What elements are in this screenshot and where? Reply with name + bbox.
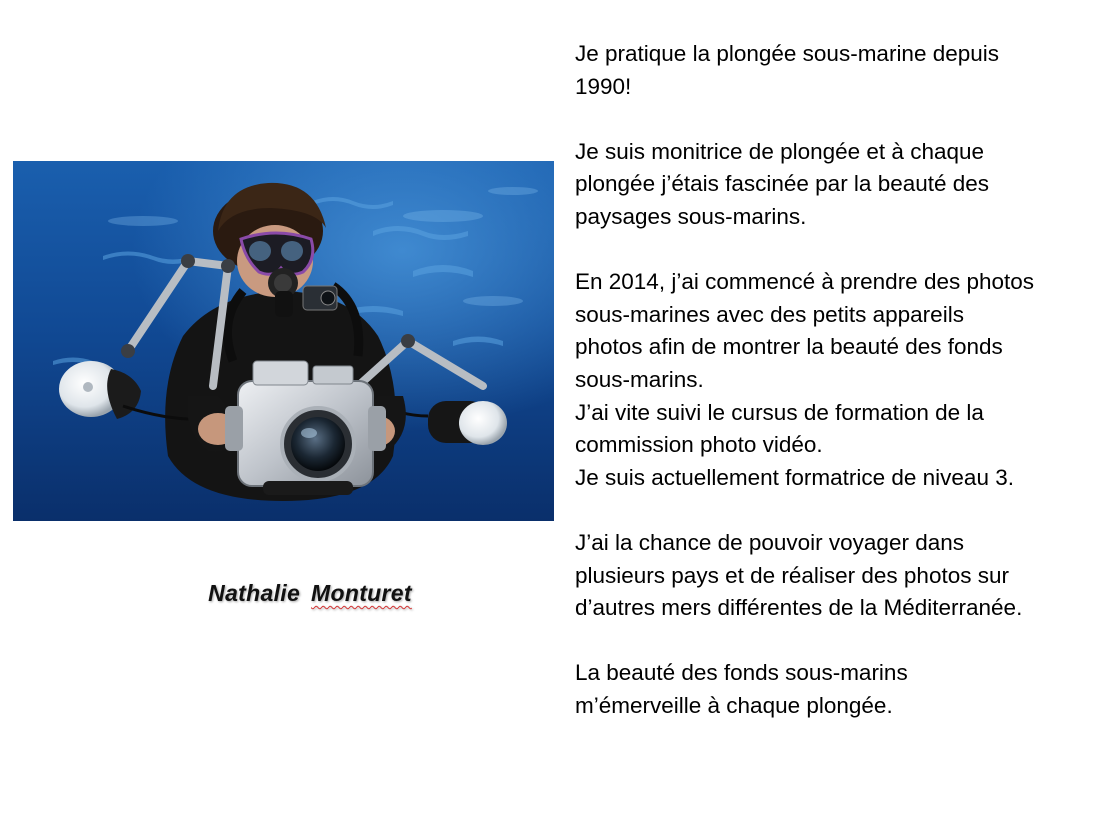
- text-line: plusieurs pays et de réaliser des photos sur: [575, 562, 1009, 588]
- text-line: Je pratique la plongée sous-marine depuis: [575, 41, 1000, 66]
- text-line: paysages sous-marins.: [575, 203, 807, 229]
- photo-caption: [150, 580, 470, 607]
- paragraph-diving-since: [575, 38, 1090, 103]
- biography-text: [575, 38, 1090, 722]
- text-line: commission photo vidéo.: [575, 432, 823, 458]
- paragraph-photography: [575, 266, 1090, 494]
- text-line: m’émerveille à chaque plongée.: [575, 692, 893, 718]
- text-line: plongée j’étais fascinée par la beauté des: [575, 171, 990, 197]
- diver-photo: [13, 161, 554, 521]
- text-line: d’autres mers différentes de la Méditerranée.: [575, 595, 1023, 621]
- paragraph-wonder: [575, 657, 1090, 722]
- caption-last-name: Monturet: [311, 580, 412, 606]
- paragraph-instructor: [575, 136, 1090, 234]
- paragraph-travel: [575, 527, 1090, 625]
- text-line: sous-marins.: [575, 366, 704, 392]
- text-line: J’ai vite suivi le cursus de formation de la: [575, 399, 984, 425]
- text-line: En 2014, j’ai commencé à prendre des photos: [575, 269, 1035, 295]
- text-line: La beauté des fonds sous-marins: [575, 660, 908, 686]
- text-line: J’ai la chance de pouvoir voyager dans: [575, 529, 964, 555]
- text-line: photos afin de montrer la beauté des fonds: [575, 334, 1003, 360]
- text-line: 1990!: [575, 73, 632, 99]
- text-line: sous-marines avec des petits appareils: [575, 301, 964, 327]
- text-line: Je suis actuellement formatrice de niveau 3.: [575, 464, 1014, 490]
- text-line: Je suis monitrice de plongée et à chaque: [575, 138, 985, 164]
- caption-first-name: Nathalie: [208, 580, 301, 606]
